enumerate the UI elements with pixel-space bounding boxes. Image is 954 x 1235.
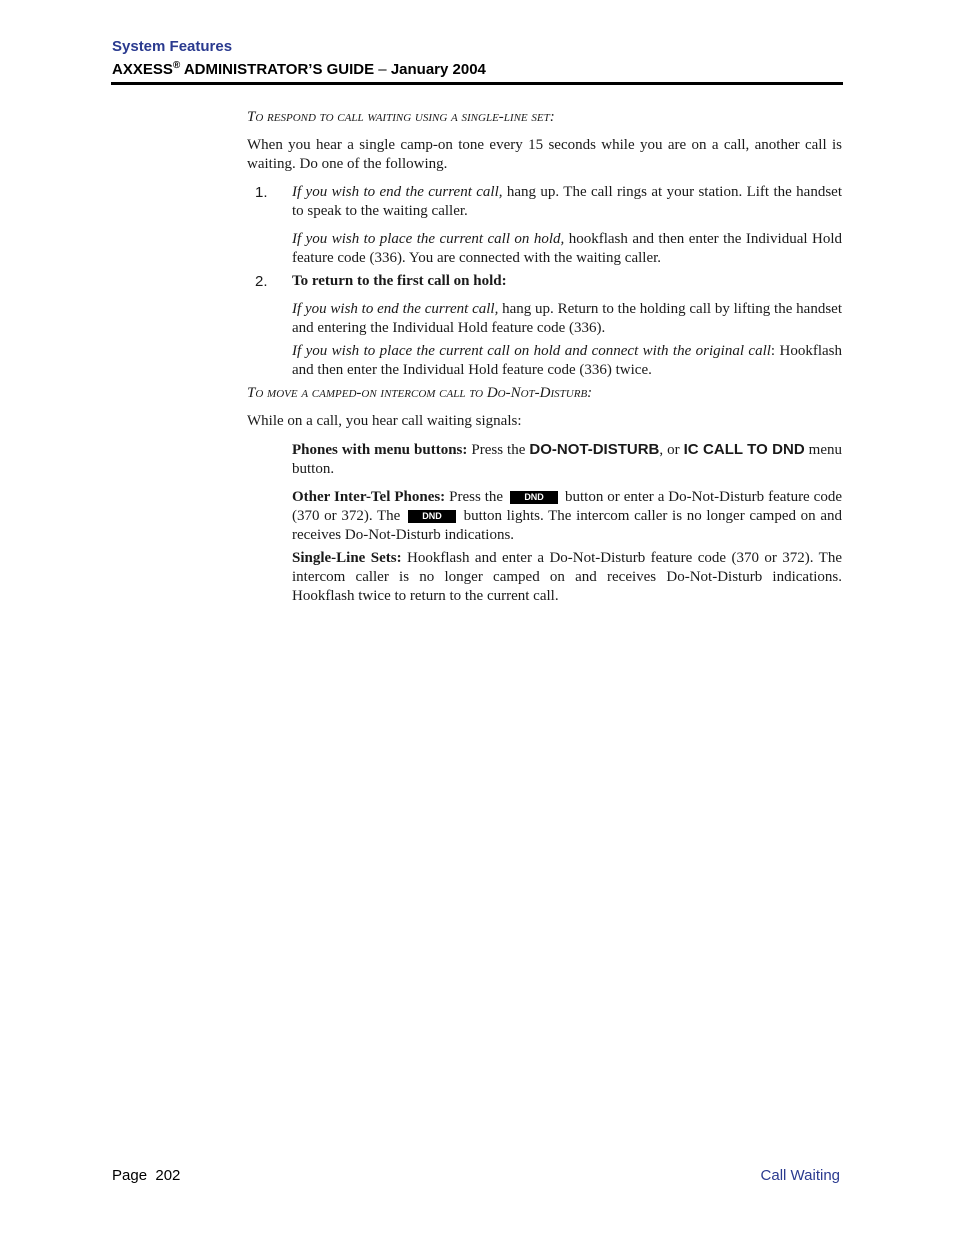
instruction-text: button lights. The intercom caller is no longer camped on and receives Do-Not-Disturb indications. xyxy=(292,508,842,543)
step-1-option-hold-call xyxy=(247,230,842,268)
instruction-text: Press the xyxy=(445,489,508,505)
guide-title: ADMINISTRATOR’S GUIDE xyxy=(180,61,375,78)
header-section-title: System Features xyxy=(112,38,233,55)
registered-mark: ® xyxy=(172,60,181,71)
instruction-text: button or enter a Do-Not-Disturb feature code (370 or 372). The xyxy=(292,489,842,524)
option-action: hang up. Return to the holding call by lifting the handset and entering the Individual Hold feature code (336). xyxy=(292,301,842,336)
inter-tel-phones-instruction xyxy=(247,488,842,545)
instruction-text: , or xyxy=(659,442,684,458)
procedure-heading-dnd: To move a camped-on intercom call to Do-Not-Disturb: xyxy=(247,385,593,401)
menu-buttons-instruction xyxy=(247,440,842,479)
procedure-intro-dnd: While on a call, you hear call waiting signals: xyxy=(247,413,522,429)
instruction-label: Single-Line Sets: xyxy=(292,550,402,566)
instruction-text: Hookflash and enter a Do-Not-Disturb feature code (370 or 372). The intercom caller is no longer camped on and receives Do-Not-Disturb indications. Hookflash twice to return to the current call. xyxy=(292,550,842,604)
option-condition: If you wish to end the current call, xyxy=(292,301,499,317)
option-action: hang up. The call rings at your station. Lift the handset to speak to the waiting caller. xyxy=(292,184,842,219)
step-number: 1. xyxy=(255,184,268,201)
step-2-title: To return to the first call on hold: xyxy=(292,273,507,289)
page-number: Page 202 xyxy=(112,1167,181,1184)
guide-brand: AXXESS xyxy=(112,61,173,78)
instruction-text: menu button. xyxy=(292,442,842,477)
step-2-option-hold-connect xyxy=(247,342,842,380)
guide-dash: – xyxy=(374,61,391,78)
instruction-text: Press the xyxy=(467,442,530,458)
dnd-key-icon: DND xyxy=(408,510,456,523)
page-content xyxy=(247,108,842,615)
option-condition: If you wish to place the current call on hold and connect with the original call xyxy=(292,343,771,359)
menu-button-ic-call-to-dnd: IC CALL TO DND xyxy=(683,441,805,458)
option-condition: If you wish to place the current call on hold, xyxy=(292,231,565,247)
procedure-heading-single-line: To respond to call waiting using a single-line set: xyxy=(247,109,555,125)
option-action: : Hookflash and then enter the Individual Hold feature code (336) twice. xyxy=(292,343,842,378)
option-condition: If you wish to end the current call, xyxy=(292,184,503,200)
dnd-key-icon: DND xyxy=(510,491,558,504)
single-line-sets-instruction xyxy=(247,549,842,606)
step-1 xyxy=(247,183,842,221)
footer-topic: Call Waiting xyxy=(760,1167,840,1184)
instruction-label: Other Inter-Tel Phones: xyxy=(292,489,446,505)
instruction-label: Phones with menu buttons: xyxy=(292,442,468,458)
step-2 xyxy=(247,272,842,291)
step-1-option-end-call xyxy=(292,183,842,221)
step-number: 2. xyxy=(255,273,268,290)
header-rule xyxy=(111,82,843,85)
guide-date: January 2004 xyxy=(390,61,486,78)
menu-button-do-not-disturb: DO-NOT-DISTURB xyxy=(529,441,660,458)
step-2-option-end-call xyxy=(247,300,842,338)
procedure-intro: When you hear a single camp-on tone every 15 seconds while you are on a call, another call is waiting. Do one of the following. xyxy=(247,137,842,172)
option-action: hookflash and then enter the Individual Hold feature code (336). You are connected with the waiting caller. xyxy=(292,231,842,266)
header-guide-title xyxy=(112,60,486,78)
